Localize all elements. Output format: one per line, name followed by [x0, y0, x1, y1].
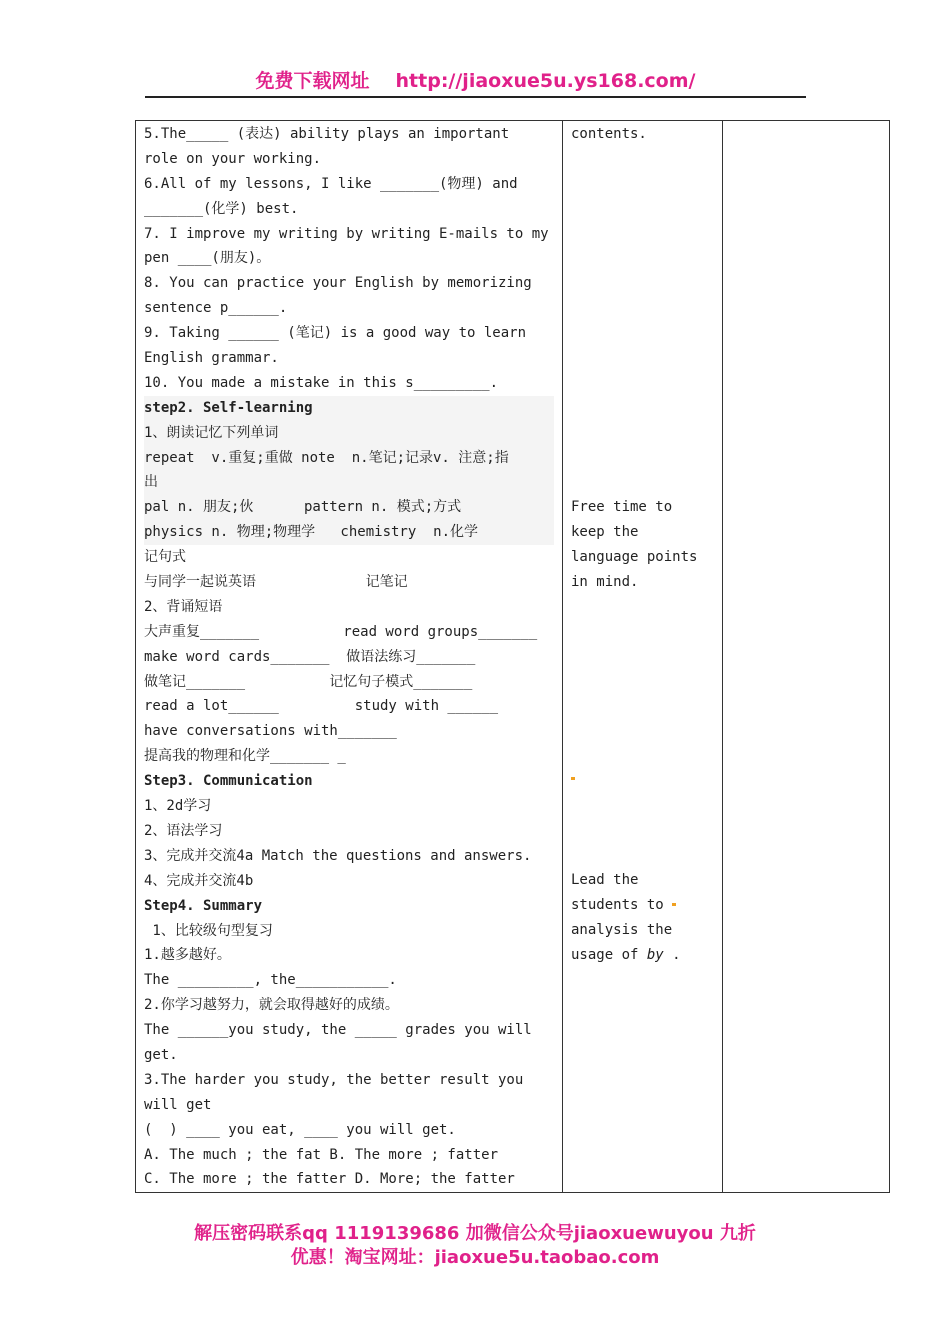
exercise-line: 1、比较级句型复习: [144, 922, 273, 939]
step-heading: step2. Self-learning: [144, 396, 554, 421]
note-free-time: [571, 495, 697, 595]
exercise-line: 8. You can practice your English by memorizing: [144, 275, 532, 292]
exercise-line: physics n. 物理;物理学 chemistry n.化学: [144, 520, 554, 545]
empty-column: [723, 121, 890, 1193]
exercise-line: 1、朗读记忆下列单词: [144, 421, 554, 446]
exercise-line: 7. I improve my writing by writing E-mails to my: [144, 225, 549, 242]
step-heading: Step3. Communication: [144, 773, 313, 790]
exercise-line: get.: [144, 1046, 178, 1063]
exercise-line: A. The much ; the fat B. The more ; fatter: [144, 1146, 499, 1163]
note-free-time-line: language points: [571, 548, 698, 565]
exercise-column: [136, 121, 563, 1193]
exercise-line: pen ____(朋友)。: [144, 250, 271, 267]
exercise-line: 10. You made a mistake in this s_________.: [144, 374, 499, 391]
note-free-time-line: keep the: [571, 523, 639, 540]
exercise-line: 记句式: [144, 549, 186, 566]
exercise-line: role on your working.: [144, 150, 322, 167]
note-lead-line: usage of by .: [571, 946, 681, 963]
footer-line-2: 优惠！淘宝网址：jiaoxue5u.taobao.com: [290, 1247, 660, 1268]
header-label: 免费下载网址: [255, 70, 370, 92]
exercise-line: 9. Taking ______ (笔记) is a good way to learn: [144, 325, 527, 342]
exercise-line: 1、2d学习: [144, 798, 212, 815]
note-lead: [571, 868, 681, 968]
lesson-table: [135, 120, 890, 1193]
exercise-line: _______(化学) best.: [144, 200, 299, 217]
exercise-line: 2.你学习越努力，就会取得越好的成绩。: [144, 997, 399, 1014]
exercise-line: 1.越多越好。: [144, 947, 231, 964]
exercise-line: sentence p______.: [144, 300, 288, 317]
exercise-line: 2、背诵短语: [144, 598, 223, 615]
note-lead-line: Lead the: [571, 872, 639, 888]
note-free-time-line: Free time to: [571, 499, 673, 515]
exercise-line: have conversations with_______: [144, 723, 397, 740]
exercise-line: 大声重复_______ read word groups_______: [144, 623, 538, 640]
exercise-line: make word cards_______ 做语法练习_______: [144, 648, 476, 665]
exercise-line: The _________, the___________.: [144, 972, 397, 989]
exercise-line: read a lot______ study with ______: [144, 698, 499, 715]
exercise-line: The ______you study, the _____ grades you will: [144, 1022, 532, 1039]
step-heading: Step4. Summary: [144, 897, 263, 914]
footer-line-1: 解压密码联系qq 1119139686 加微信公众号jiaoxuewuyou 九折: [194, 1223, 756, 1244]
exercise-line: 提高我的物理和化学_______ _: [144, 748, 346, 765]
exercise-line: pal n. 朋友;伙 pattern n. 模式;方式: [144, 495, 554, 520]
exercise-line: will get: [144, 1096, 212, 1113]
exercise-line: 与同学一起说英语 记笔记: [144, 574, 408, 591]
exercise-line: ( ) ____ you eat, ____ you will get.: [144, 1121, 456, 1138]
exercise-line: 2、语法学习: [144, 822, 223, 839]
note-free-time-line: in mind.: [571, 573, 639, 590]
note-lead-line: analysis the: [571, 921, 673, 938]
exercise-line: 出: [144, 470, 554, 495]
notes-column: [563, 121, 723, 1193]
exercise-line: 3、完成并交流4a Match the questions and answers.: [144, 847, 532, 864]
exercise-line: repeat v.重复;重做 note n.笔记;记录v. 注意;指: [144, 446, 554, 471]
note-lead-line: students to: [571, 893, 681, 918]
exercise-line: 4、完成并交流4b: [144, 872, 254, 889]
decorative-dot: [571, 766, 575, 791]
exercise-line: C. The more ; the fatter D. More; the fatter: [144, 1171, 515, 1188]
exercise-lines: [136, 121, 562, 1192]
exercise-line: 5.The_____ (表达) ability plays an important: [144, 126, 510, 142]
by-word: by: [646, 946, 664, 963]
exercise-line: 做笔记_______ 记忆句子模式_______: [144, 673, 473, 690]
page-header: [145, 66, 806, 98]
exercise-line: 6.All of my lessons, I like _______(物理) and: [144, 175, 518, 192]
exercise-line: English grammar.: [144, 350, 279, 367]
exercise-line: 3.The harder you study, the better result you: [144, 1071, 524, 1088]
note-contents: contents.: [571, 126, 647, 142]
header-url-link[interactable]: http://jiaoxue5u.ys168.com/: [395, 70, 696, 92]
